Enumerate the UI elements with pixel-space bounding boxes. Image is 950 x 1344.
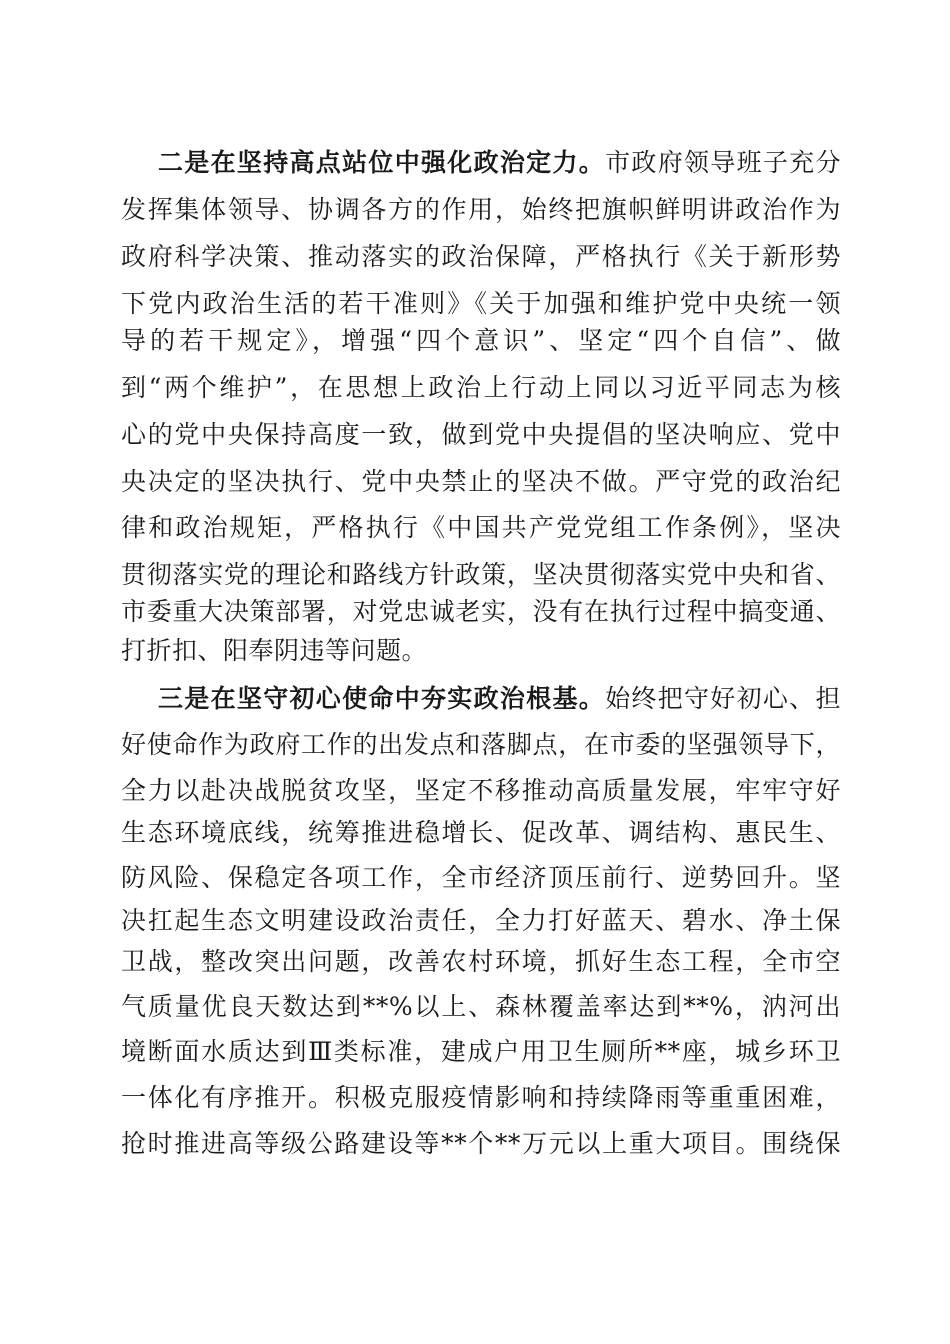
paragraph-2-lead: 三是在坚守初心使命中夯实政治根基。 <box>158 684 606 713</box>
paragraph-2-line-10: 一体化有序推开。积极克服疫情影响和持续降雨等重重困难， <box>121 1083 841 1112</box>
paragraph-1-text: 市政府领导班子充分 <box>605 148 841 177</box>
paragraph-2-line-4: 生态环境底线，统筹推进稳增长、促改革、调结构、惠民生、 <box>121 818 841 847</box>
paragraph-1-line-2: 发挥集体领导、协调各方的作用，始终把旗帜鲜明讲政治作为 <box>121 195 841 224</box>
paragraph-1-line-6: 到“两个维护”，在思想上政治上行动上同以习近平同志为核 <box>121 373 841 402</box>
paragraph-2-line-7: 卫战，整改突出问题，改善农村环境，抓好生态工程，全市空 <box>121 947 841 976</box>
paragraph-2-line-11: 抢时推进高等级公路建设等**个**万元以上重大项目。围绕保 <box>121 1129 841 1158</box>
paragraph-1-line-1 <box>158 141 841 185</box>
paragraph-1-line-4: 下党内政治生活的若干准则》《关于加强和维护党中央统一领 <box>121 289 841 318</box>
paragraph-2-line-5: 防风险、保稳定各项工作，全市经济顶压前行、逆势回升。坚 <box>121 863 841 892</box>
paragraph-2-text: 始终把守好初心、担 <box>605 684 841 713</box>
paragraph-1-line-8: 央决定的坚决执行、党中央禁止的坚决不做。严守党的政治纪 <box>121 467 841 496</box>
paragraph-1-line-12: 打折扣、阳奉阴违等问题。 <box>121 636 428 665</box>
paragraph-1-lead: 二是在坚持高点站位中强化政治定力。 <box>158 148 606 177</box>
paragraph-1-line-7: 心的党中央保持高度一致，做到党中央提倡的坚决响应、党中 <box>121 420 841 449</box>
paragraph-2-line-1 <box>158 677 841 721</box>
paragraph-1-line-5: 导的若干规定》，增强“四个意识”、坚定“四个自信”、做 <box>121 326 841 355</box>
paragraph-2-line-6: 决扛起生态文明建设政治责任，全力打好蓝天、碧水、净土保 <box>121 906 841 935</box>
paragraph-2-line-3: 全力以赴决战脱贫攻坚，坚定不移推动高质量发展，牢牢守好 <box>121 776 841 805</box>
paragraph-2-line-8: 气质量优良天数达到**%以上、森林覆盖率达到**%，汭河出 <box>121 992 841 1021</box>
paragraph-1-line-3: 政府科学决策、推动落实的政治保障，严格执行《关于新形势 <box>121 242 841 271</box>
paragraph-2-line-2: 好使命作为政府工作的出发点和落脚点，在市委的坚强领导下， <box>121 730 841 759</box>
paragraph-1-line-11: 市委重大决策部署，对党忠诚老实，没有在执行过程中搞变通、 <box>121 597 841 626</box>
paragraph-1-line-9: 律和政治规矩，严格执行《中国共产党党组工作条例》，坚决 <box>121 513 841 542</box>
paragraph-1-line-10: 贯彻落实党的理论和路线方针政策，坚决贯彻落实党中央和省、 <box>121 560 841 589</box>
paragraph-2-line-9: 境断面水质达到Ⅲ类标准，建成户用卫生厕所**座，城乡环卫 <box>121 1037 841 1066</box>
